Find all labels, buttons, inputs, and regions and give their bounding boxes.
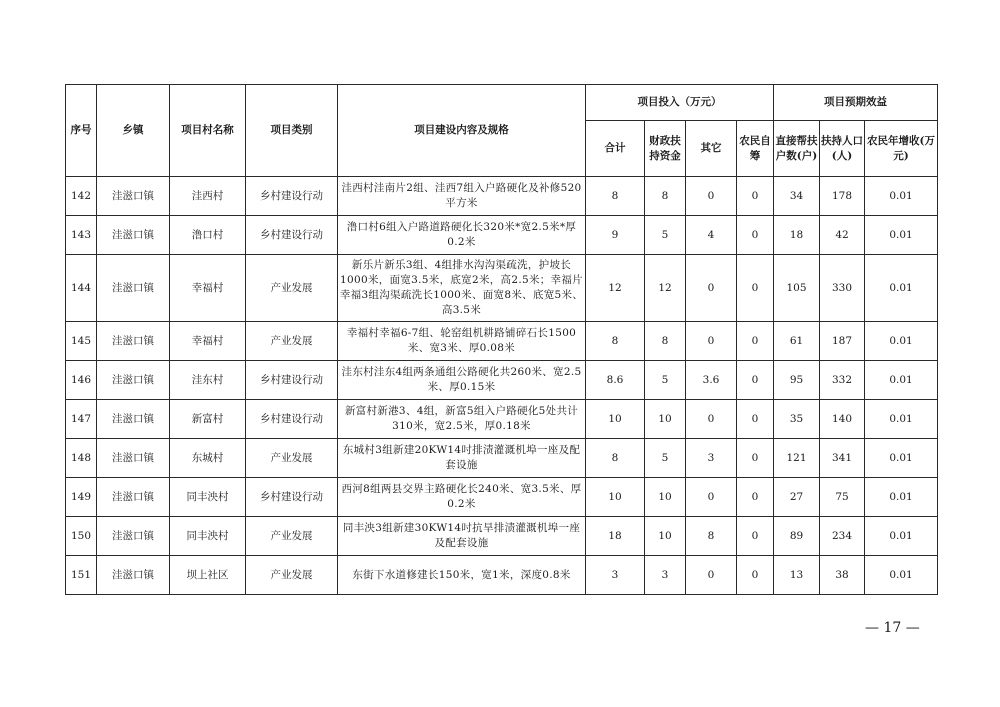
cell-village: 澛口村 (170, 216, 246, 255)
cell-fiscal: 10 (645, 400, 686, 439)
header-village: 项目村名称 (170, 85, 246, 177)
cell-content: 同丰泱3组新建30KW14吋抗旱排渍灌溉机埠一座及配套设施 (338, 517, 586, 556)
cell-fiscal: 8 (645, 177, 686, 216)
cell-seq: 147 (66, 400, 97, 439)
cell-population: 38 (820, 556, 865, 595)
cell-other: 0 (686, 478, 737, 517)
cell-other: 0 (686, 556, 737, 595)
cell-total: 10 (586, 478, 645, 517)
cell-total: 3 (586, 556, 645, 595)
cell-other: 0 (686, 322, 737, 361)
cell-category: 产业发展 (246, 255, 338, 322)
cell-seq: 150 (66, 517, 97, 556)
cell-town: 洼滋口镇 (97, 517, 170, 556)
cell-seq: 143 (66, 216, 97, 255)
cell-seq: 149 (66, 478, 97, 517)
header-farmer: 农民自筹 (737, 121, 774, 177)
cell-income: 0.01 (865, 177, 938, 216)
cell-content: 东街下水道修建长150米，宽1米，深度0.8米 (338, 556, 586, 595)
cell-farmer: 0 (737, 361, 774, 400)
cell-total: 8 (586, 177, 645, 216)
header-investment-group: 项目投入（万元） (586, 85, 774, 121)
header-category: 项目类别 (246, 85, 338, 177)
cell-category: 产业发展 (246, 517, 338, 556)
cell-fiscal: 8 (645, 322, 686, 361)
cell-village: 坝上社区 (170, 556, 246, 595)
project-table (65, 84, 938, 595)
cell-category: 乡村建设行动 (246, 361, 338, 400)
cell-seq: 145 (66, 322, 97, 361)
table-row (66, 478, 938, 517)
cell-total: 8 (586, 439, 645, 478)
cell-town: 洼滋口镇 (97, 255, 170, 322)
cell-category: 产业发展 (246, 439, 338, 478)
cell-category: 乡村建设行动 (246, 177, 338, 216)
cell-total: 9 (586, 216, 645, 255)
cell-income: 0.01 (865, 400, 938, 439)
cell-farmer: 0 (737, 439, 774, 478)
cell-seq: 151 (66, 556, 97, 595)
table-row (66, 322, 938, 361)
table-row (66, 255, 938, 322)
cell-farmer: 0 (737, 177, 774, 216)
cell-farmer: 0 (737, 400, 774, 439)
cell-households: 27 (774, 478, 820, 517)
header-town: 乡镇 (97, 85, 170, 177)
cell-total: 18 (586, 517, 645, 556)
cell-total: 8 (586, 322, 645, 361)
cell-town: 洼滋口镇 (97, 478, 170, 517)
cell-content: 东城村3组新建20KW14吋排渍灌溉机埠一座及配套设施 (338, 439, 586, 478)
cell-content: 洼西村洼南片2组、洼西7组入户路硬化及补修520平方米 (338, 177, 586, 216)
cell-households: 13 (774, 556, 820, 595)
cell-fiscal: 12 (645, 255, 686, 322)
cell-income: 0.01 (865, 556, 938, 595)
cell-households: 34 (774, 177, 820, 216)
cell-other: 8 (686, 517, 737, 556)
page-number: — 17 — (865, 620, 920, 636)
cell-seq: 142 (66, 177, 97, 216)
cell-village: 洼东村 (170, 361, 246, 400)
table-row (66, 517, 938, 556)
cell-population: 330 (820, 255, 865, 322)
cell-village: 新富村 (170, 400, 246, 439)
table-row (66, 400, 938, 439)
cell-households: 105 (774, 255, 820, 322)
table-row (66, 361, 938, 400)
cell-population: 187 (820, 322, 865, 361)
table-body (66, 177, 938, 595)
cell-category: 乡村建设行动 (246, 478, 338, 517)
cell-content: 新乐片新乐3组、4组排水沟沟渠疏洗，护坡长1000米，面宽3.5米，底宽2米，高2.5米；幸福片幸福3组沟渠疏洗长1000米、面宽8米、底宽5米、高3.5米 (338, 255, 586, 322)
cell-village: 幸福村 (170, 322, 246, 361)
cell-households: 35 (774, 400, 820, 439)
cell-seq: 146 (66, 361, 97, 400)
cell-village: 同丰泱村 (170, 517, 246, 556)
cell-population: 42 (820, 216, 865, 255)
cell-income: 0.01 (865, 216, 938, 255)
cell-other: 4 (686, 216, 737, 255)
cell-fiscal: 3 (645, 556, 686, 595)
header-population: 扶持人口(人) (820, 121, 865, 177)
cell-total: 10 (586, 400, 645, 439)
table-row (66, 556, 938, 595)
cell-other: 0 (686, 255, 737, 322)
cell-population: 178 (820, 177, 865, 216)
cell-income: 0.01 (865, 517, 938, 556)
header-households: 直接帮扶户数(户) (774, 121, 820, 177)
cell-fiscal: 5 (645, 216, 686, 255)
cell-income: 0.01 (865, 439, 938, 478)
cell-category: 乡村建设行动 (246, 216, 338, 255)
cell-town: 洼滋口镇 (97, 556, 170, 595)
cell-town: 洼滋口镇 (97, 177, 170, 216)
cell-other: 3.6 (686, 361, 737, 400)
cell-households: 18 (774, 216, 820, 255)
header-content: 项目建设内容及规格 (338, 85, 586, 177)
cell-households: 121 (774, 439, 820, 478)
cell-content: 幸福村幸福6-7组、轮窑组机耕路铺碎石长1500米、宽3米、厚0.08米 (338, 322, 586, 361)
cell-farmer: 0 (737, 556, 774, 595)
cell-households: 61 (774, 322, 820, 361)
header-benefit-group: 项目预期效益 (774, 85, 938, 121)
cell-content: 新富村新港3、4组，新富5组入户路硬化5处共计310米，宽2.5米，厚0.18米 (338, 400, 586, 439)
cell-income: 0.01 (865, 361, 938, 400)
cell-fiscal: 5 (645, 361, 686, 400)
cell-income: 0.01 (865, 322, 938, 361)
cell-other: 3 (686, 439, 737, 478)
cell-total: 12 (586, 255, 645, 322)
cell-seq: 144 (66, 255, 97, 322)
cell-category: 产业发展 (246, 322, 338, 361)
cell-population: 341 (820, 439, 865, 478)
cell-town: 洼滋口镇 (97, 361, 170, 400)
cell-farmer: 0 (737, 517, 774, 556)
cell-content: 西河8组两县交界主路硬化长240米、宽3.5米、厚0.2米 (338, 478, 586, 517)
cell-total: 8.6 (586, 361, 645, 400)
cell-village: 洼西村 (170, 177, 246, 216)
cell-village: 东城村 (170, 439, 246, 478)
cell-town: 洼滋口镇 (97, 400, 170, 439)
cell-households: 95 (774, 361, 820, 400)
table-row (66, 216, 938, 255)
header-fiscal: 财政扶持资金 (645, 121, 686, 177)
table-row (66, 439, 938, 478)
cell-income: 0.01 (865, 255, 938, 322)
cell-population: 75 (820, 478, 865, 517)
cell-farmer: 0 (737, 255, 774, 322)
cell-farmer: 0 (737, 216, 774, 255)
cell-population: 234 (820, 517, 865, 556)
header-income: 农民年增收(万元) (865, 121, 938, 177)
cell-other: 0 (686, 400, 737, 439)
cell-town: 洼滋口镇 (97, 439, 170, 478)
cell-village: 幸福村 (170, 255, 246, 322)
header-other: 其它 (686, 121, 737, 177)
header-total: 合计 (586, 121, 645, 177)
cell-population: 332 (820, 361, 865, 400)
cell-other: 0 (686, 177, 737, 216)
cell-fiscal: 10 (645, 478, 686, 517)
table-header (66, 85, 938, 177)
table-row (66, 177, 938, 216)
cell-fiscal: 10 (645, 517, 686, 556)
cell-town: 洼滋口镇 (97, 216, 170, 255)
header-seq: 序号 (66, 85, 97, 177)
cell-category: 产业发展 (246, 556, 338, 595)
cell-farmer: 0 (737, 322, 774, 361)
cell-income: 0.01 (865, 478, 938, 517)
cell-content: 澛口村6组入户路道路硬化长320米*宽2.5米*厚0.2米 (338, 216, 586, 255)
cell-fiscal: 5 (645, 439, 686, 478)
cell-population: 140 (820, 400, 865, 439)
cell-households: 89 (774, 517, 820, 556)
cell-seq: 148 (66, 439, 97, 478)
cell-town: 洼滋口镇 (97, 322, 170, 361)
cell-content: 洼东村洼东4组两条通组公路硬化共260米、宽2.5米、厚0.15米 (338, 361, 586, 400)
cell-farmer: 0 (737, 478, 774, 517)
cell-village: 同丰泱村 (170, 478, 246, 517)
cell-category: 乡村建设行动 (246, 400, 338, 439)
